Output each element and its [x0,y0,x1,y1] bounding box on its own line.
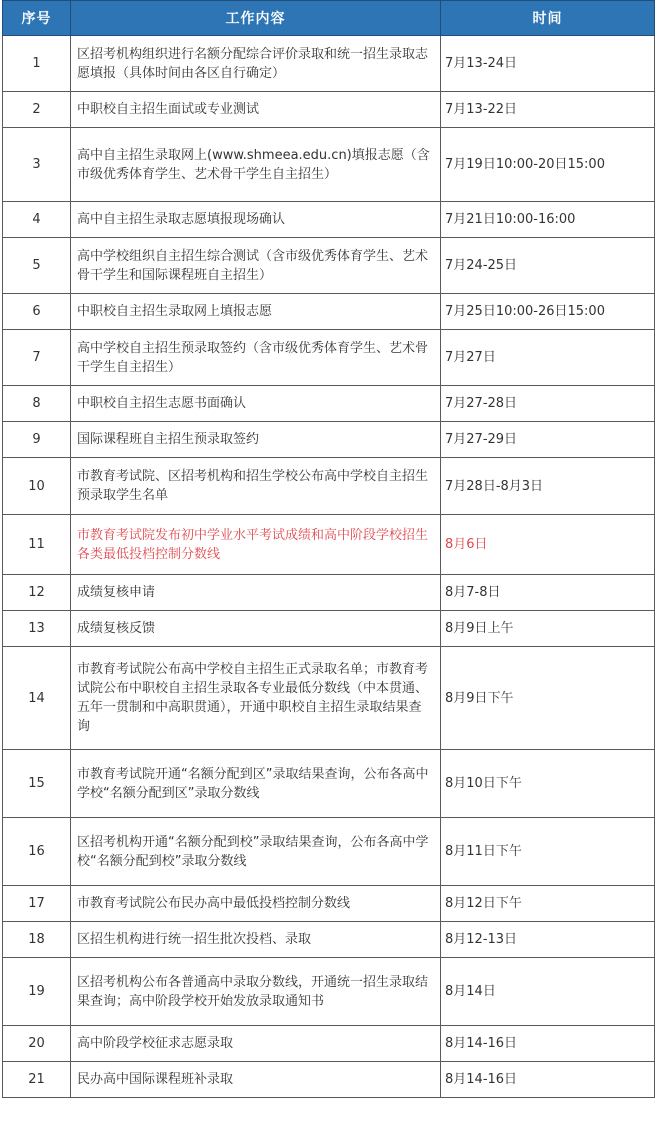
row-number: 14 [3,647,71,750]
row-number: 16 [3,818,71,886]
row-number: 6 [3,294,71,330]
row-number: 18 [3,922,71,958]
row-content: 中职校自主招生面试或专业测试 [71,92,441,128]
row-content: 国际课程班自主招生预录取签约 [71,422,441,458]
table-row [3,922,655,958]
table-row [3,886,655,922]
row-time: 7月27日 [441,330,655,386]
table-row [3,202,655,238]
row-time: 7月27-28日 [441,386,655,422]
row-content: 区招考机构组织进行名额分配综合评价录取和统一招生录取志愿填报（具体时间由各区自行确定） [71,36,441,92]
row-number: 4 [3,202,71,238]
row-number: 7 [3,330,71,386]
header-row [3,1,655,36]
row-content: 高中学校组织自主招生综合测试（含市级优秀体育学生、艺术骨干学生和国际课程班自主招生） [71,238,441,294]
row-time: 8月14-16日 [441,1062,655,1098]
schedule-table [2,0,655,1098]
row-time: 7月24-25日 [441,238,655,294]
row-time: 8月6日 [441,515,655,575]
row-number: 13 [3,611,71,647]
table-row [3,818,655,886]
row-content: 区招生机构进行统一招生批次投档、录取 [71,922,441,958]
row-number: 2 [3,92,71,128]
row-content: 市教育考试院公布民办高中最低投档控制分数线 [71,886,441,922]
table-row [3,958,655,1026]
row-time: 8月9日下午 [441,647,655,750]
row-content: 高中学校自主招生预录取签约（含市级优秀体育学生、艺术骨干学生自主招生） [71,330,441,386]
table-row [3,611,655,647]
row-content: 区招考机构开通“名额分配到校”录取结果查询，公布各高中学校“名额分配到校”录取分数线 [71,818,441,886]
row-number: 3 [3,128,71,202]
row-content: 民办高中国际课程班补录取 [71,1062,441,1098]
row-content: 区招考机构公布各普通高中录取分数线，开通统一招生录取结果查询；高中阶段学校开始发放录取通知书 [71,958,441,1026]
row-content: 成绩复核申请 [71,575,441,611]
row-time: 8月10日下午 [441,750,655,818]
row-content: 高中阶段学校征求志愿录取 [71,1026,441,1062]
row-content: 成绩复核反馈 [71,611,441,647]
row-number: 20 [3,1026,71,1062]
row-number: 21 [3,1062,71,1098]
row-time: 7月13-24日 [441,36,655,92]
row-content: 中职校自主招生录取网上填报志愿 [71,294,441,330]
row-time: 8月12日下午 [441,886,655,922]
row-number: 11 [3,515,71,575]
row-content: 中职校自主招生志愿书面确认 [71,386,441,422]
row-number: 8 [3,386,71,422]
header-content: 工作内容 [71,1,441,36]
row-content: 市教育考试院、区招考机构和招生学校公布高中学校自主招生预录取学生名单 [71,458,441,515]
table-row [3,294,655,330]
table-row [3,386,655,422]
table-row [3,575,655,611]
table-row [3,1026,655,1062]
table-row [3,36,655,92]
row-time: 7月19日10:00-20日15:00 [441,128,655,202]
row-number: 17 [3,886,71,922]
row-time: 8月14日 [441,958,655,1026]
table-row [3,647,655,750]
header-no: 序号 [3,1,71,36]
row-time: 7月25日10:00-26日15:00 [441,294,655,330]
row-time: 8月9日上午 [441,611,655,647]
row-number: 1 [3,36,71,92]
row-content: 高中自主招生录取志愿填报现场确认 [71,202,441,238]
table-row [3,1062,655,1098]
row-time: 7月28日-8月3日 [441,458,655,515]
row-number: 15 [3,750,71,818]
row-time: 7月21日10:00-16:00 [441,202,655,238]
row-time: 8月14-16日 [441,1026,655,1062]
table-row [3,128,655,202]
table-row [3,238,655,294]
row-number: 19 [3,958,71,1026]
row-time: 7月27-29日 [441,422,655,458]
table-row [3,458,655,515]
row-time: 8月7-8日 [441,575,655,611]
row-content: 市教育考试院公布高中学校自主招生正式录取名单；市教育考试院公布中职校自主招生录取各专业最低分数线（中本贯通、五年一贯制和中高职贯通），开通中职校自主招生录取结果查询 [71,647,441,750]
table-row [3,330,655,386]
table-row [3,92,655,128]
table-row [3,422,655,458]
table-row [3,750,655,818]
row-time: 8月12-13日 [441,922,655,958]
table-row [3,515,655,575]
row-content: 市教育考试院发布初中学业水平考试成绩和高中阶段学校招生各类最低投档控制分数线 [71,515,441,575]
row-content: 市教育考试院开通“名额分配到区”录取结果查询，公布各高中学校“名额分配到区”录取分数线 [71,750,441,818]
row-time: 8月11日下午 [441,818,655,886]
table-body [3,36,655,1098]
header-time: 时间 [441,1,655,36]
row-number: 12 [3,575,71,611]
row-time: 7月13-22日 [441,92,655,128]
row-content: 高中自主招生录取网上(www.shmeea.edu.cn)填报志愿（含市级优秀体育学生、艺术骨干学生自主招生） [71,128,441,202]
row-number: 10 [3,458,71,515]
row-number: 9 [3,422,71,458]
row-number: 5 [3,238,71,294]
